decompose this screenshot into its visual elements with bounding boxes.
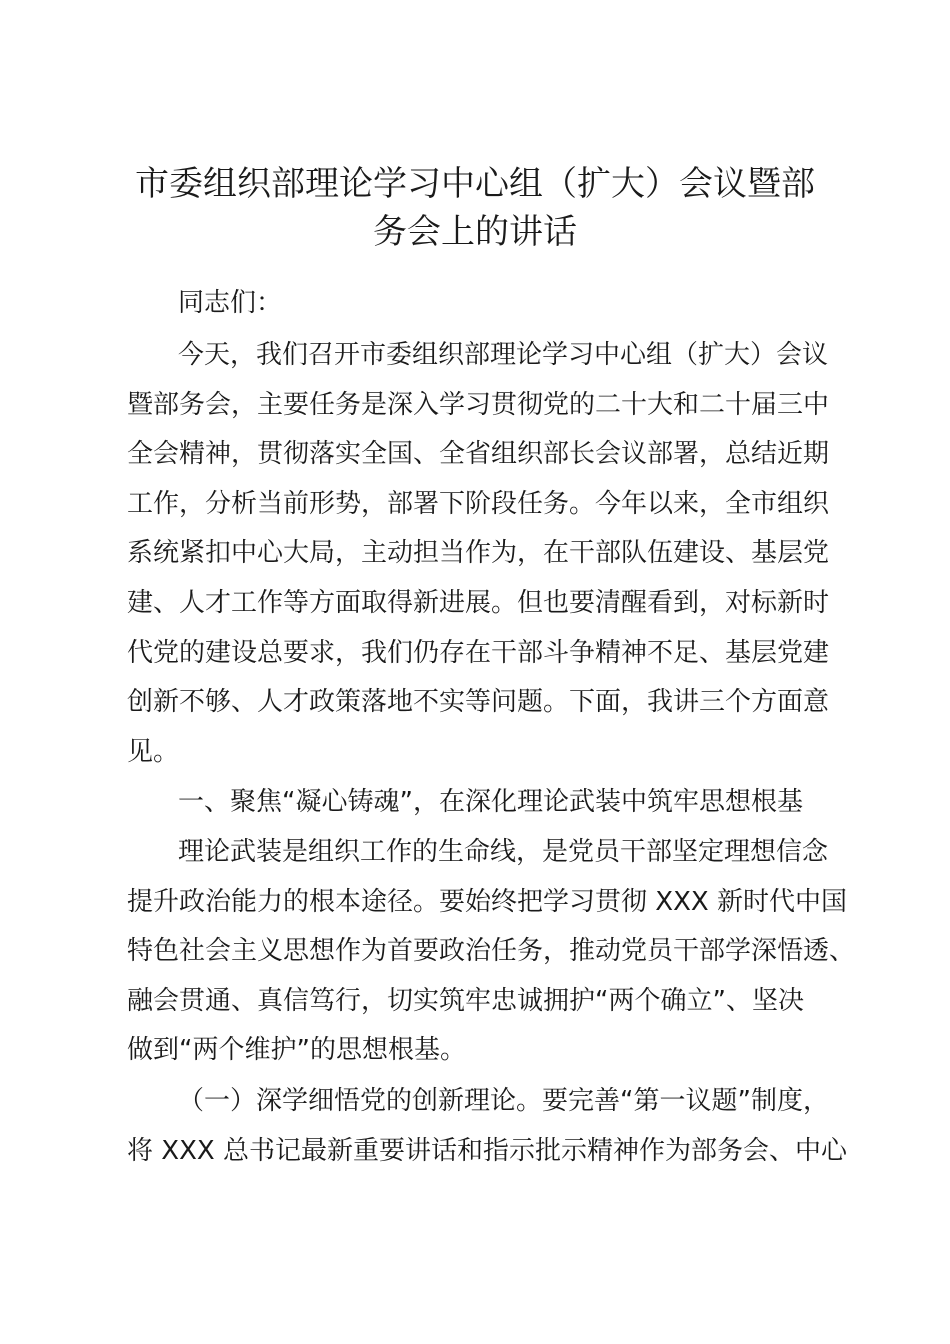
paragraph-line: 建、人才工作等方面取得新进展。但也要清醒看到，对标新时	[127, 588, 830, 618]
paragraph-line: 今天，我们召开市委组织部理论学习中心组（扩大）会议	[178, 340, 829, 370]
document-title-line-2: 务会上的讲话	[373, 212, 577, 252]
subsection-line: （一）深学细悟党的创新理论。要完善“第一议题”制度，	[178, 1086, 829, 1116]
paragraph-line: 全会精神，贯彻落实全国、全省组织部长会议部署，总结近期	[127, 439, 830, 469]
paragraph-line: 将 XXX 总书记最新重要讲话和指示批示精神作为部务会、中心	[127, 1136, 847, 1166]
paragraph-line: 特色社会主义思想作为首要政治任务，推动党员干部学深悟透、	[127, 936, 856, 966]
paragraph-line: 融会贯通、真信笃行，切实筑牢忠诚拥护“两个确立”、坚决	[127, 986, 804, 1016]
paragraph-line: 理论武装是组织工作的生命线，是党员干部坚定理想信念	[178, 837, 829, 867]
section-heading: 一、聚焦“凝心铸魂”，在深化理论武装中筑牢思想根基	[178, 787, 803, 817]
document-title-line-1: 市委组织部理论学习中心组（扩大）会议暨部	[135, 164, 815, 204]
paragraph-line: 见。	[127, 737, 180, 767]
paragraph-line: 代党的建设总要求，我们仍存在干部斗争精神不足、基层党建	[127, 638, 830, 668]
paragraph-line: 提升政治能力的根本途径。要始终把学习贯彻 XXX 新时代中国	[127, 887, 847, 917]
salutation: 同志们：	[178, 288, 283, 318]
paragraph-line: 工作，分析当前形势，部署下阶段任务。今年以来，全市组织	[127, 489, 830, 519]
paragraph-line: 暨部务会，主要任务是深入学习贯彻党的二十大和二十届三中	[127, 390, 830, 420]
paragraph-line: 系统紧扣中心大局，主动担当作为，在干部队伍建设、基层党	[127, 538, 830, 568]
paragraph-line: 做到“两个维护”的思想根基。	[127, 1035, 466, 1065]
paragraph-line: 创新不够、人才政策落地不实等问题。下面，我讲三个方面意	[127, 687, 830, 717]
